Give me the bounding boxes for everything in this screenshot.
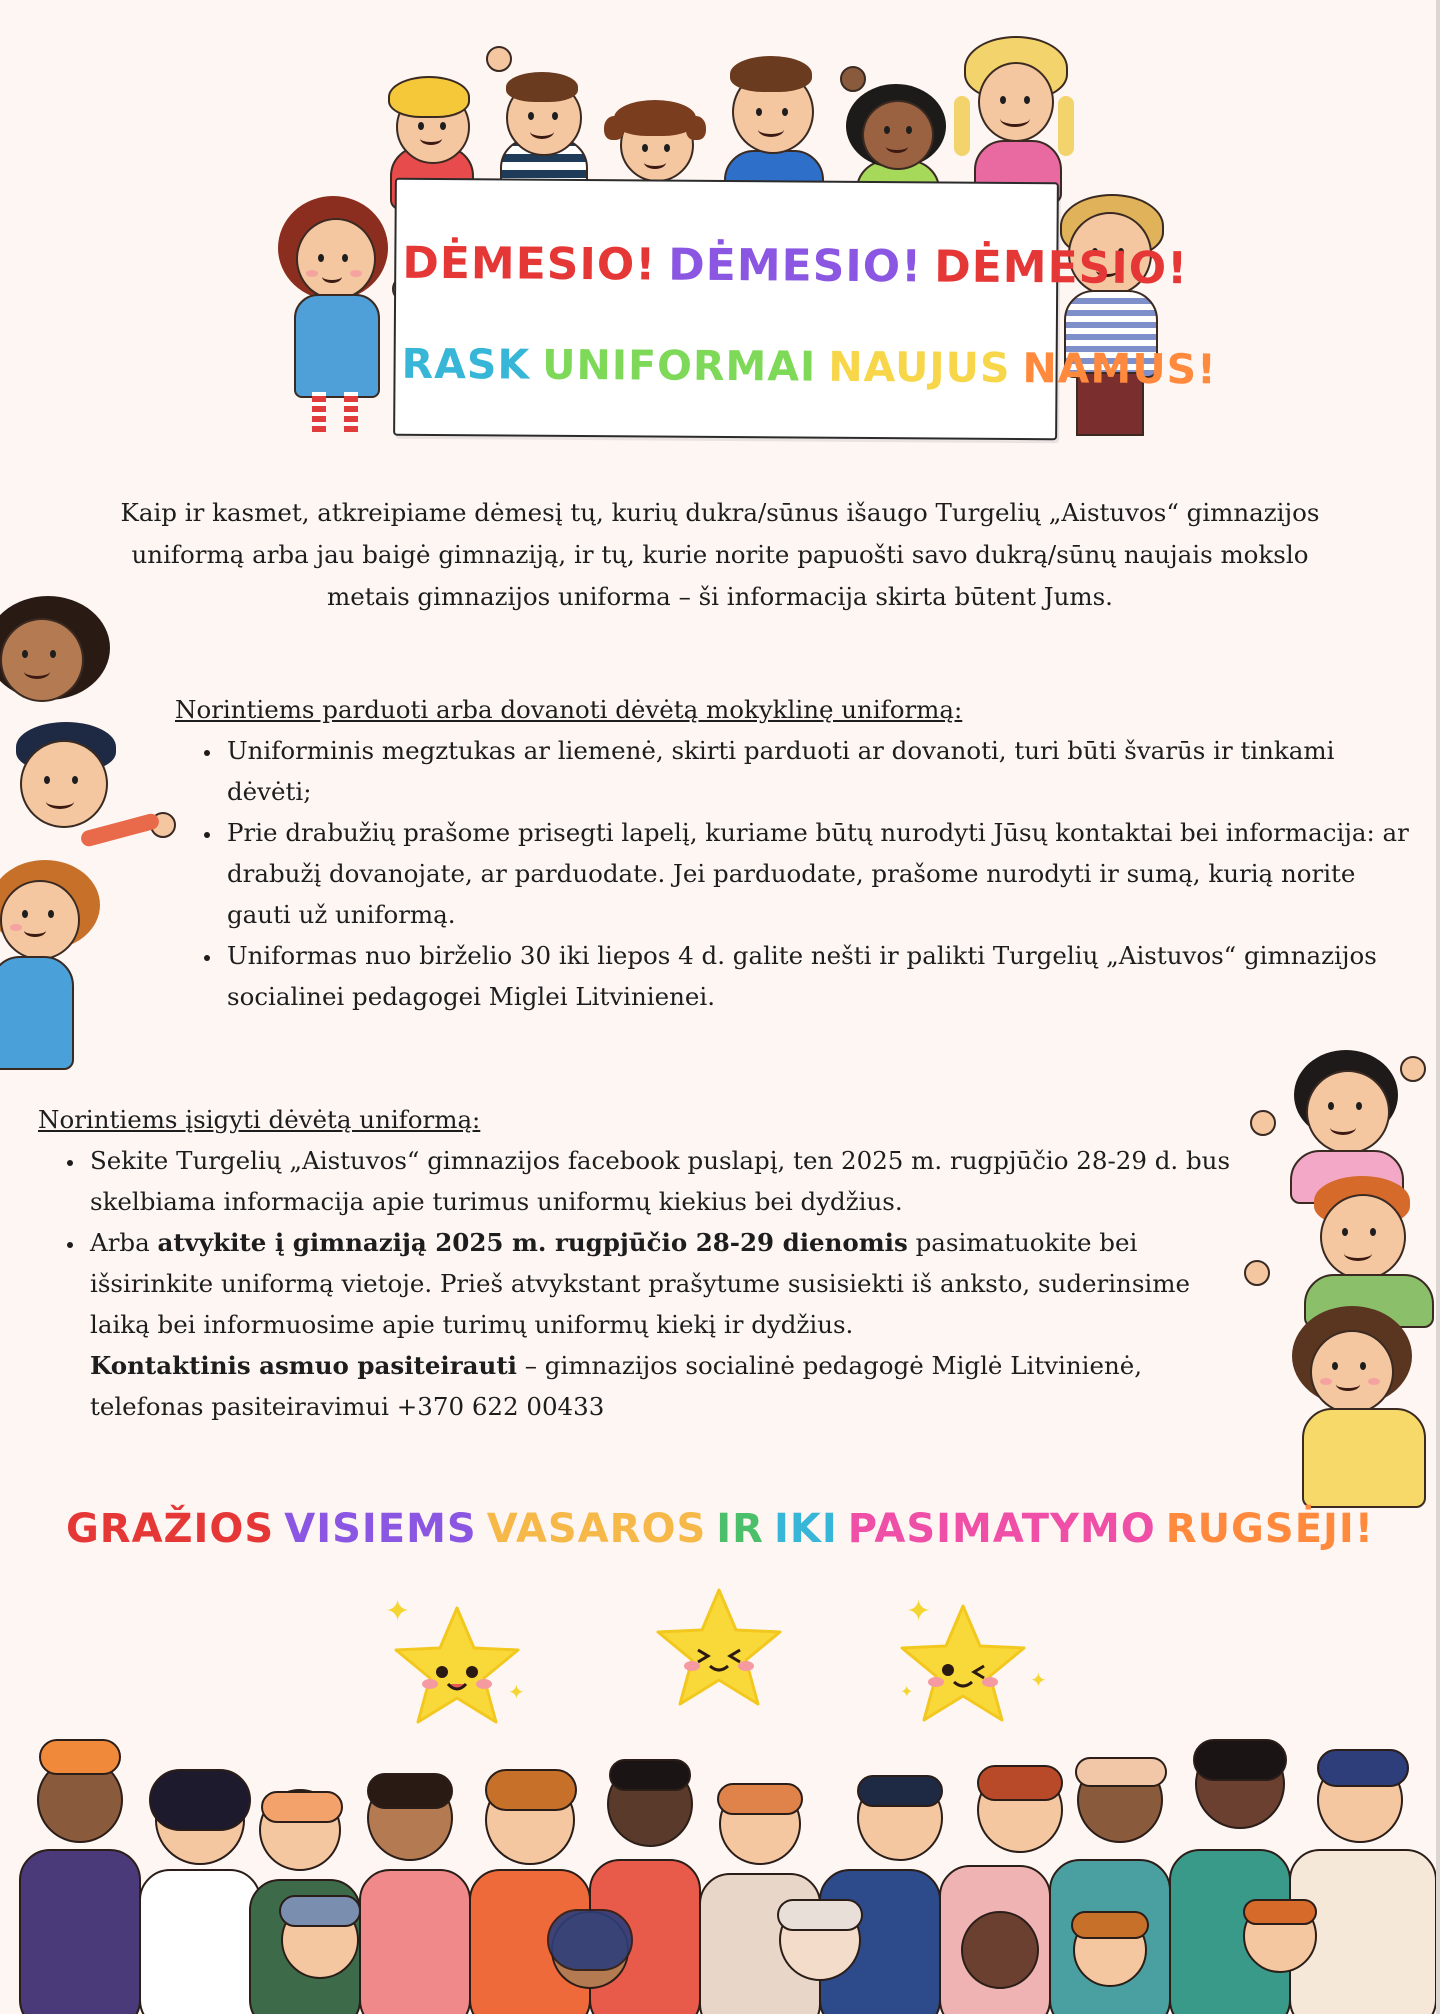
kid-right-girl-yellow xyxy=(1292,1306,1436,1506)
contact-text: – gimnazijos socialinė pedagogė Miglė Litvinienė, telefonas pasiteiravimui +370 622 00433 xyxy=(90,1351,1143,1421)
summer-greeting xyxy=(0,1506,1440,1552)
sparkle-icon: ✦ xyxy=(906,1594,932,1629)
buy-heading: Norintiems įsigyti dėvėtą uniformą: xyxy=(38,1105,481,1134)
banner-word: RASK xyxy=(401,339,531,389)
sell-list xyxy=(175,730,1415,1017)
kid-blonde-girl xyxy=(954,36,1074,196)
list-item: • Uniforminis megztukas ar liemenė, skirti parduoti ar dovanoti, turi būti švarūs ir tinkami dėvėti; xyxy=(223,730,1415,812)
intro-paragraph: Kaip ir kasmet, atkreipiame dėmesį tų, kurių dukra/sūnus išaugo Turgelių „Aistuvos“ gimnazijos uniformą arba jau baigė gimnaziją, ir tų, kurie norite papuošti savo dukrą/sūnų naujais mokslo metais gimnazijos uniforma – ši informacija skirta būtent Jums. xyxy=(120,498,1320,611)
list-item: • Sekite Turgelių „Aistuvos“ gimnazijos facebook puslapį, ten 2025 m. rugpjūčio 28-29 d. bus skelbiama informacija apie turimus uniformų kiekius bei dydžius. xyxy=(86,1140,1238,1222)
kid-yellow-cap xyxy=(378,66,488,196)
greeting-word: IKI xyxy=(773,1506,838,1552)
kid-left-boy xyxy=(0,722,180,842)
banner-word: NAMUS! xyxy=(1022,344,1217,394)
kid-left-curly xyxy=(0,596,110,706)
list-item-text: Arba xyxy=(90,1228,158,1257)
greeting-word: IR xyxy=(716,1506,764,1552)
list-item: • Prie drabužių prašome prisegti lapelį, kuriame būtų nurodyti Jūsų kontaktai bei informacija: ar drabužį dovanojate, ar parduodate. Jei parduodate, prašome nurodyti ir sumą, kurią norite gauti už uniformą. xyxy=(223,812,1415,935)
list-item xyxy=(86,1222,1238,1427)
buy-section xyxy=(38,1099,1238,1427)
greeting-word: RUGSĖJI! xyxy=(1165,1506,1375,1552)
sparkle-icon: ✦ xyxy=(900,1682,914,1701)
kid-curly-hair xyxy=(840,66,950,196)
sparkle-icon: ✦ xyxy=(385,1594,411,1629)
sell-heading: Norintiems parduoti arba dovanoti dėvėtą mokyklinę uniformą: xyxy=(175,695,963,724)
banner-word: DĖMESIO! xyxy=(668,239,923,293)
banner-word: UNIFORMAI xyxy=(542,340,817,391)
kid-striped-shirt xyxy=(486,40,596,200)
sell-section xyxy=(175,689,1415,1017)
kid-blue-shirt xyxy=(710,50,830,200)
list-item-bold: atvykite į gimnaziją 2025 m. rugpjūčio 28-29 dienomis xyxy=(157,1228,908,1257)
greeting-word: VASAROS xyxy=(486,1506,707,1552)
crowd-of-kids-illustration xyxy=(0,1700,1436,2014)
kid-right-boy xyxy=(1244,1176,1436,1316)
greeting-word: VISIEMS xyxy=(284,1506,477,1552)
greeting-word: PASIMATYMO xyxy=(847,1506,1156,1552)
kid-left-girl xyxy=(0,860,100,1080)
banner-word: DĖMESIO! xyxy=(934,241,1189,295)
banner-word: DĖMESIO! xyxy=(402,237,657,291)
sparkle-icon: ✦ xyxy=(1030,1668,1047,1692)
list-item: • Uniformas nuo birželio 30 iki liepos 4 d. galite nešti ir palikti Turgelių „Aistuvos“ gimnazijos socialinei pedagogei Miglei Litvinienei. xyxy=(223,935,1415,1017)
attention-banner xyxy=(393,178,1217,441)
banner-word: NAUJUS xyxy=(828,342,1011,392)
banner-headline xyxy=(395,339,1217,394)
sparkle-icon: ✦ xyxy=(508,1680,525,1704)
list-item-text: pasimatuokite bei išsirinkite uniformą vietoje. Prieš atvykstant prašytume susisiekti iš anksto, suderinsime laiką bei informuosime apie turimų uniformų kiekį ir dydžius. xyxy=(90,1228,1190,1339)
greeting-word: GRAŽIOS xyxy=(65,1506,275,1552)
banner-attention-line xyxy=(396,237,1189,295)
contact-label: Kontaktinis asmuo pasiteirauti xyxy=(90,1351,517,1380)
laughing-star-icon xyxy=(654,1586,784,1710)
buy-list xyxy=(38,1140,1238,1427)
